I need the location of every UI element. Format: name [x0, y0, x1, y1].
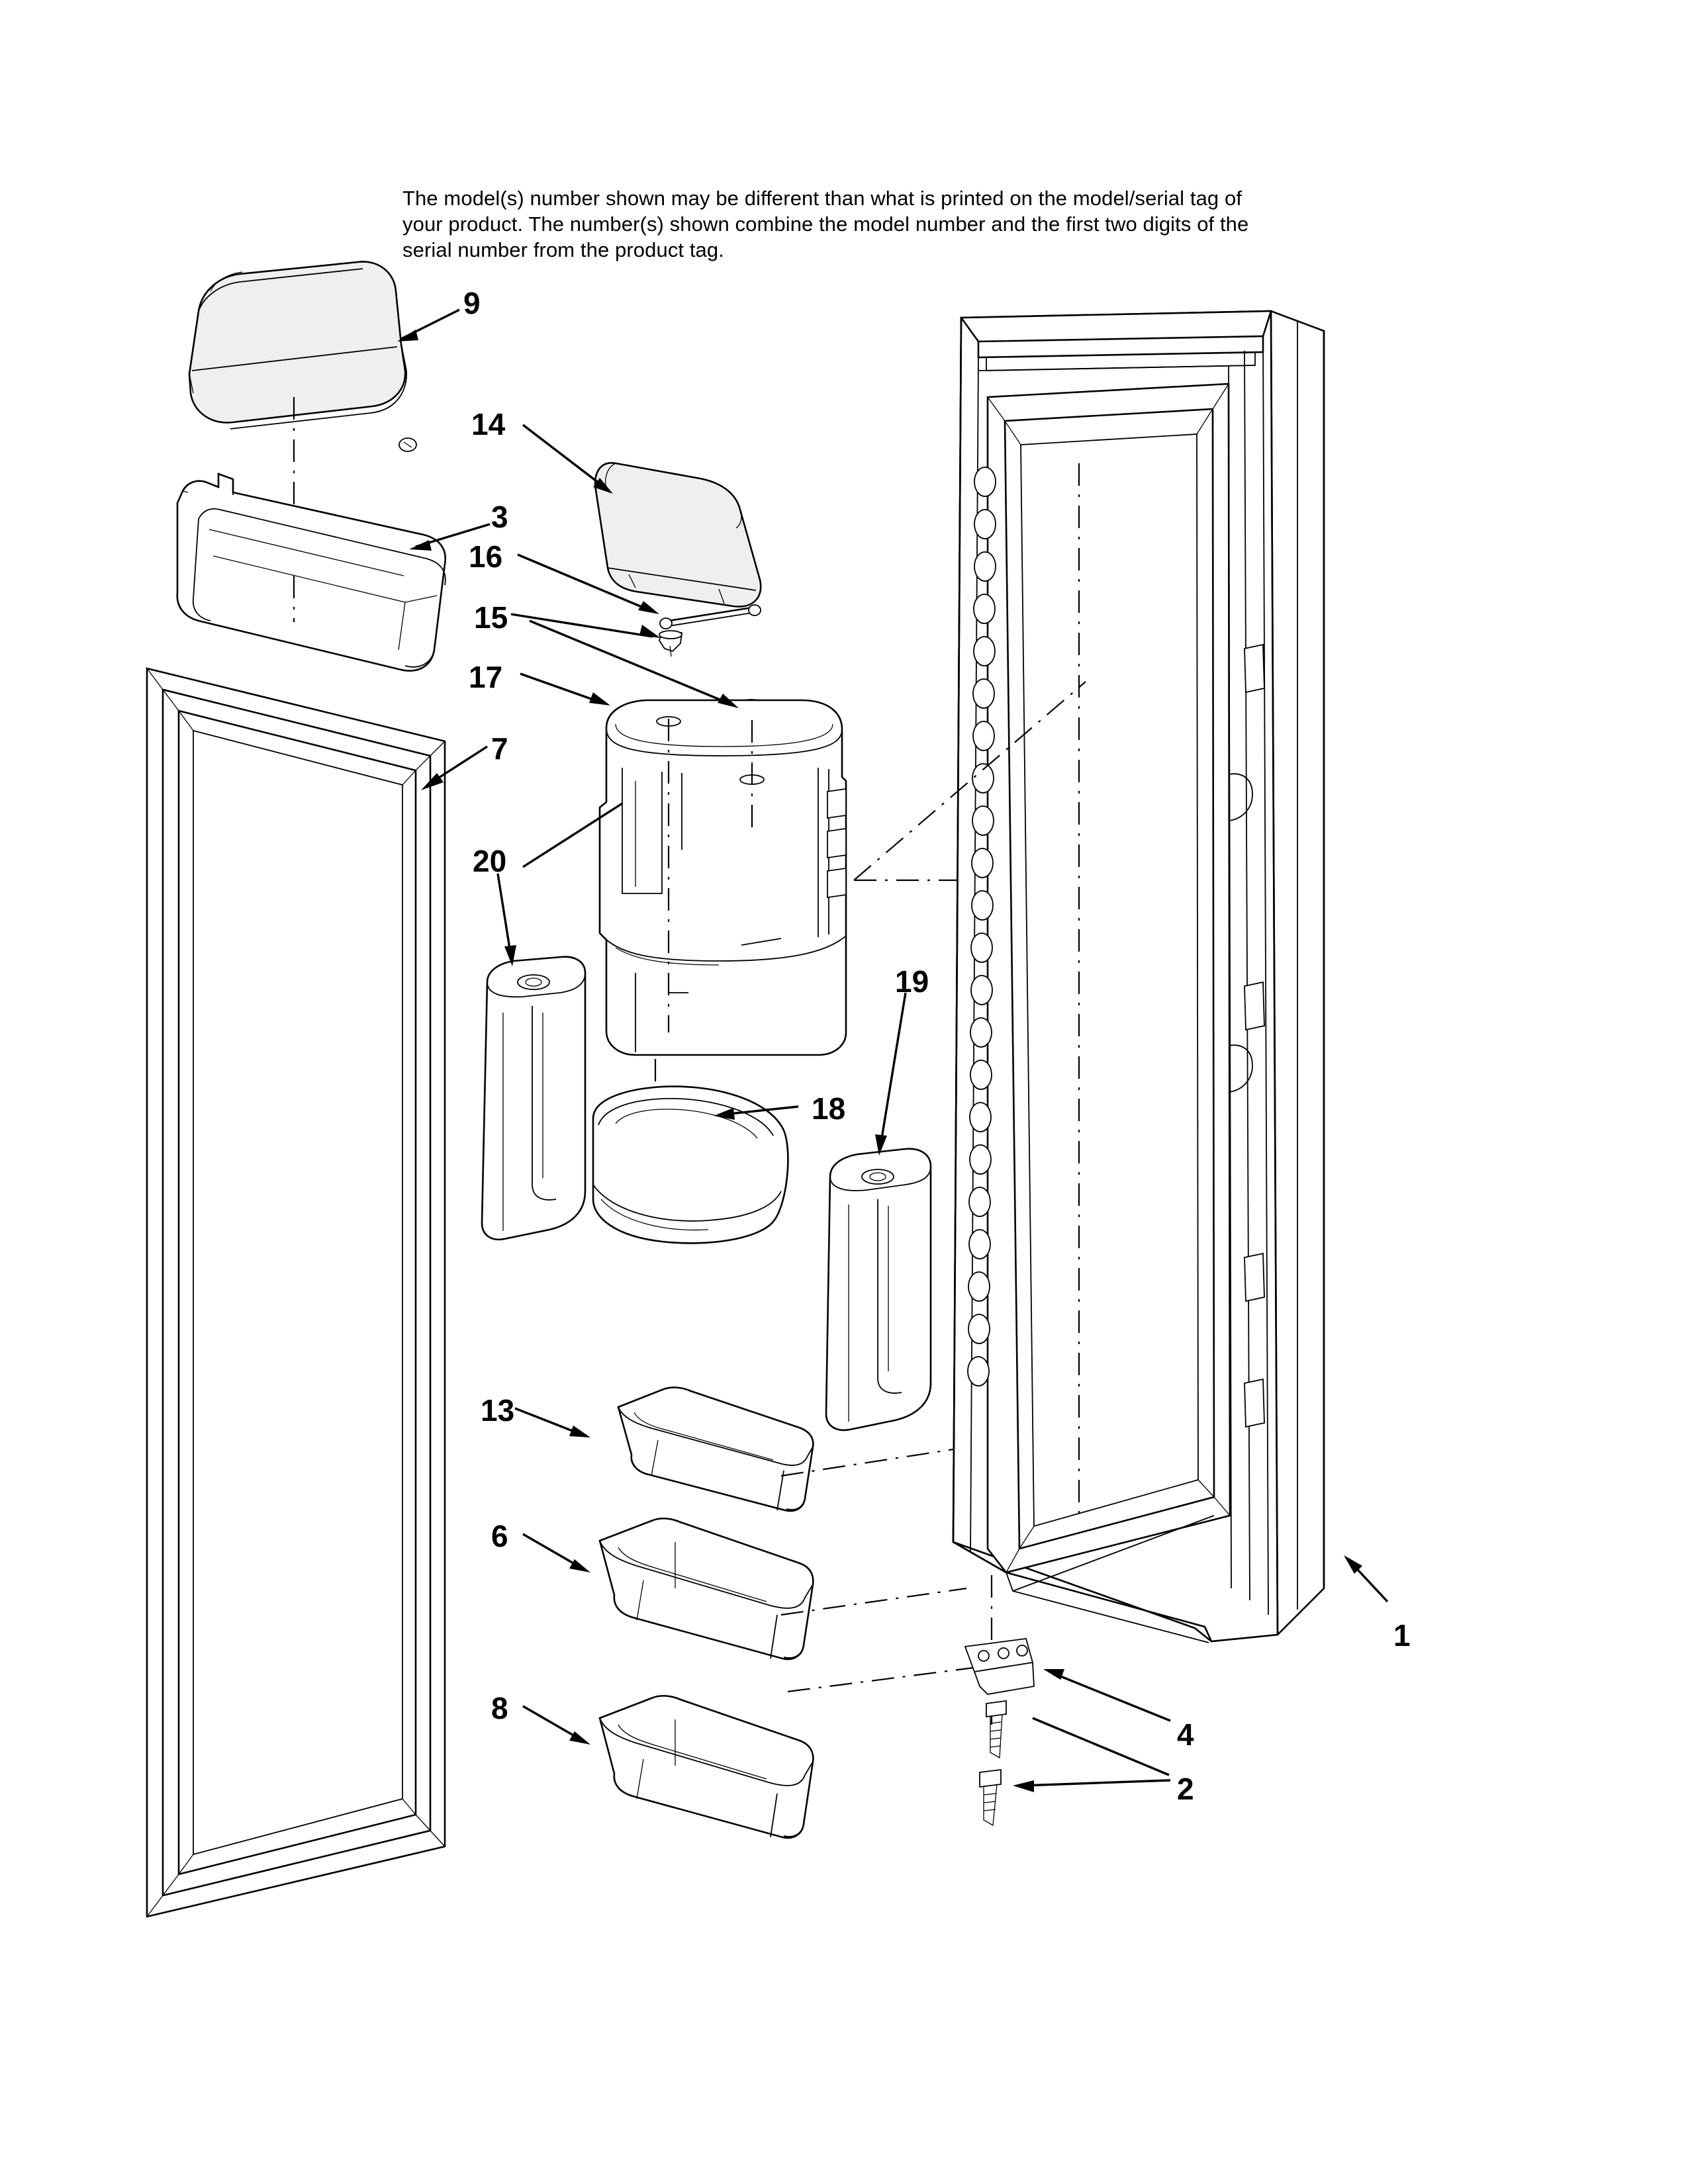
callout-20: 20: [473, 844, 507, 878]
part-3-door-bin-dairy: [177, 474, 445, 671]
callout-19: 19: [895, 964, 929, 999]
part-20-end-cap-left: [482, 957, 585, 1240]
part-7-door-gasket-panel: [147, 668, 445, 1917]
callout-8: 8: [491, 1691, 508, 1725]
callout-3: 3: [491, 500, 508, 534]
part-6-door-shelf-bin-middle: [600, 1518, 813, 1659]
callout-18: 18: [812, 1091, 846, 1126]
part-4-bracket: [965, 1639, 1034, 1694]
callout-17: 17: [469, 660, 503, 694]
callout-7: 7: [491, 731, 508, 766]
model-number-note: The model(s) number shown may be different than what is printed on the model/serial tag of your product. The number(s) shown combine the model number and the first two digits of the serial number from the product tag.: [402, 187, 1249, 261]
callout-16: 16: [469, 539, 503, 574]
part-8-door-shelf-bin-lower: [600, 1696, 813, 1838]
callout-9: 9: [463, 286, 481, 320]
callout-14: 14: [471, 407, 506, 441]
part-17-ice-bucket-housing: [600, 700, 846, 1055]
part-2-screw-lower: [980, 1770, 1001, 1825]
callout-13: 13: [481, 1393, 515, 1428]
callout-6: 6: [491, 1519, 508, 1553]
part-1-refrigerator-door-outer-panel: [953, 311, 1324, 1643]
callout-2: 2: [1177, 1772, 1194, 1806]
part-13-door-shelf-bin-upper: [618, 1387, 813, 1511]
callout-15: 15: [474, 600, 508, 635]
part-19-end-cap-right: [826, 1149, 931, 1430]
part-14-dispenser-cover-lid: [595, 463, 761, 606]
part-9-dairy-compartment-cover: [189, 261, 416, 451]
part-15-pivot-pin-upper: [659, 631, 682, 657]
part-2-screw-upper: [986, 1701, 1006, 1758]
callout-4: 4: [1177, 1717, 1194, 1752]
callout-1: 1: [1393, 1618, 1411, 1653]
part-16-hinge-rod: [660, 605, 761, 629]
